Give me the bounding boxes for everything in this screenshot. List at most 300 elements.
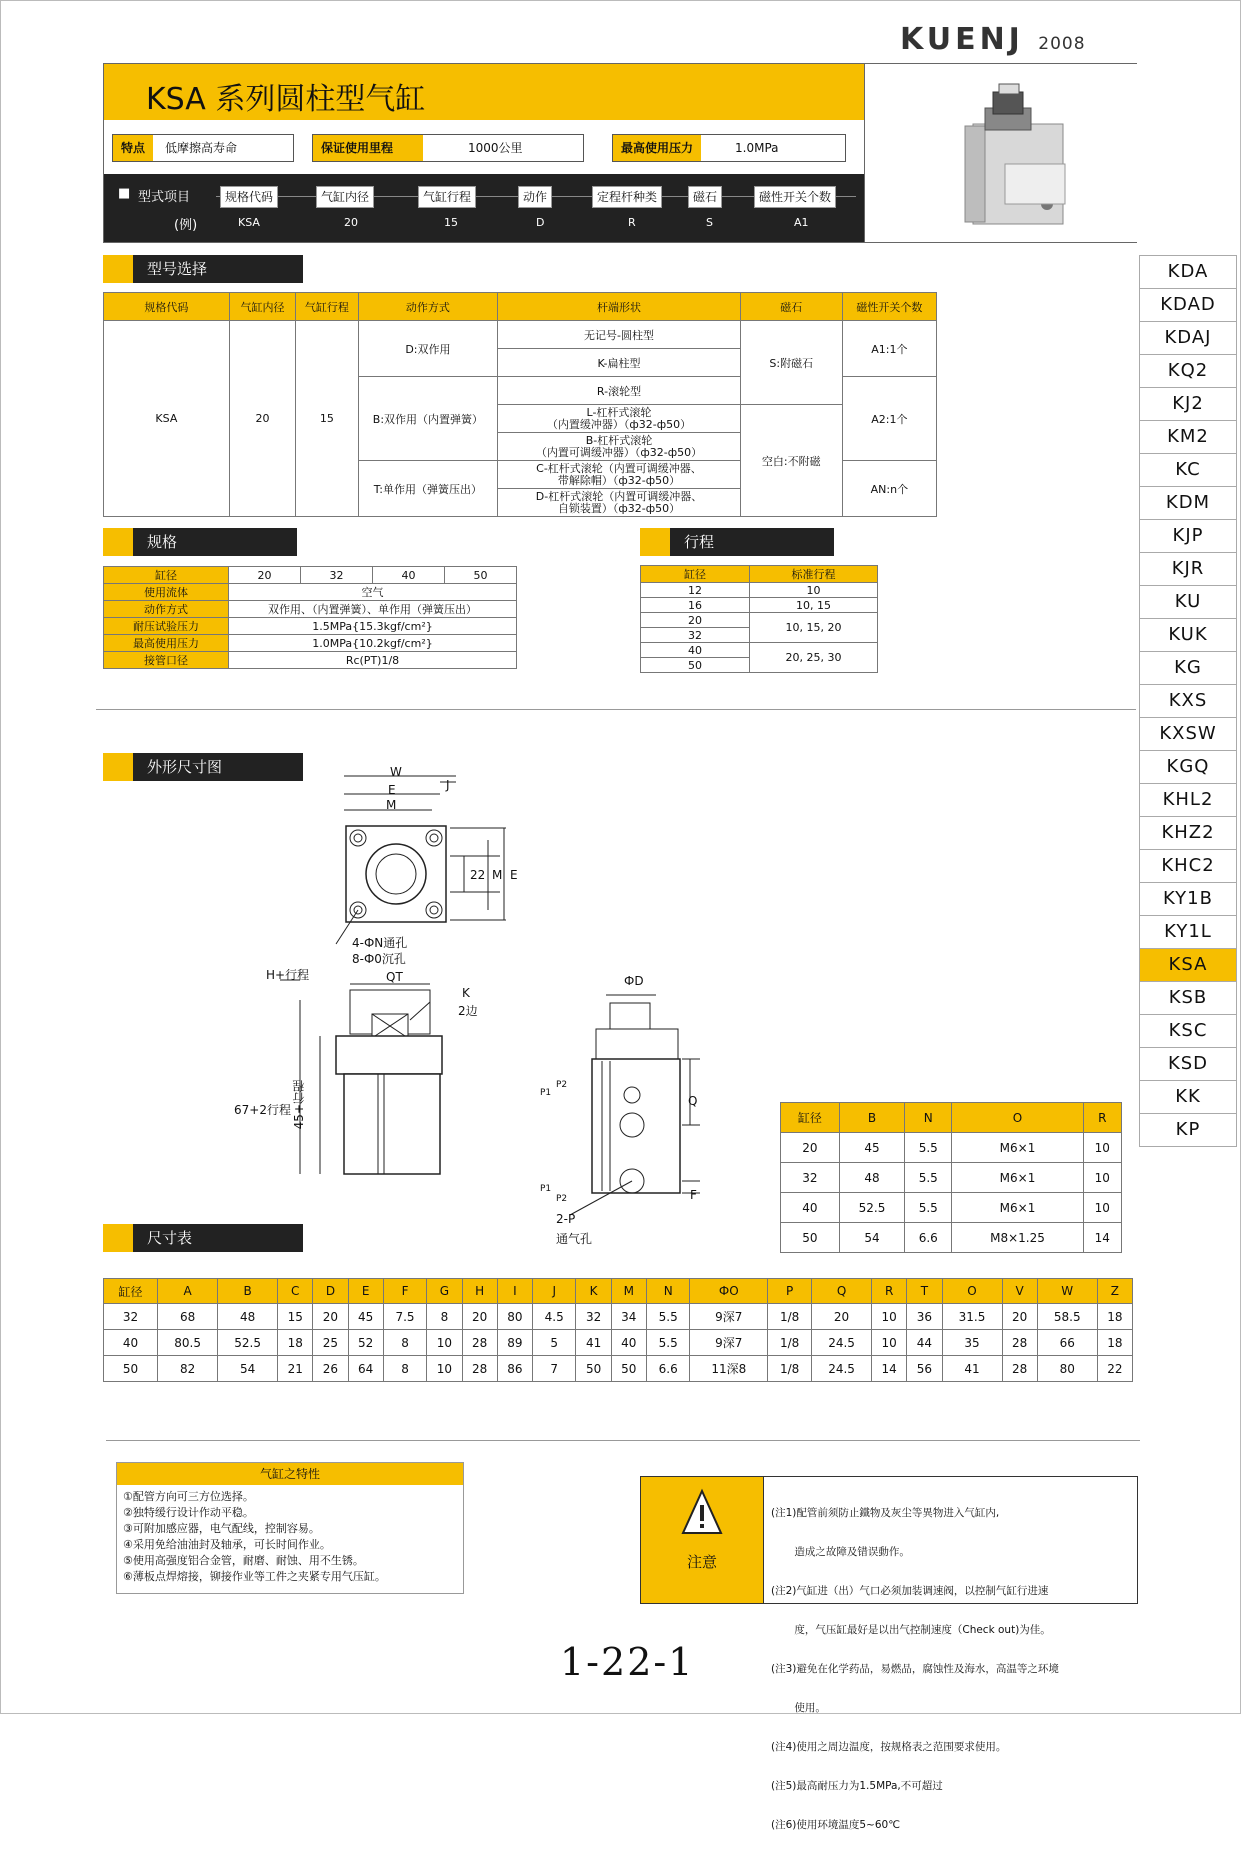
col-header: 动作方式 (358, 293, 498, 321)
col-header: T (907, 1279, 942, 1304)
side-nav-item[interactable]: KJR (1139, 553, 1237, 586)
dim-e-side: E (510, 868, 518, 882)
dim-h: H+行程 (266, 968, 310, 982)
cell: 32 (104, 1304, 158, 1330)
cell: 24.5 (812, 1330, 872, 1356)
cell-rod-shape (498, 489, 741, 517)
features-box (116, 1462, 464, 1594)
divider (106, 1440, 1140, 1441)
cell: 5.5 (646, 1304, 689, 1330)
section-title: 外形尺寸图 (147, 758, 223, 776)
cell: 10 (872, 1304, 907, 1330)
cell: 15 (278, 1304, 313, 1330)
cell: 10 (1083, 1193, 1121, 1223)
cell: 10 (1083, 1163, 1121, 1193)
cell: 9深7 (690, 1304, 768, 1330)
bore-cell: 12 (641, 583, 750, 598)
side-nav-item[interactable]: KY1L (1139, 916, 1237, 949)
cell: 8 (383, 1356, 426, 1382)
caution-note: 度，气压缸最好是以出气控制速度（Check out)为佳。 (771, 1624, 1051, 1636)
cell: 14 (1083, 1223, 1121, 1253)
vent-label-2: 通气孔 (556, 1232, 593, 1246)
side-nav-item[interactable]: KJ2 (1139, 388, 1237, 421)
cell-action: B:双作用（内置弹簧） (358, 377, 498, 461)
cell: 5.5 (905, 1193, 952, 1223)
table-row (104, 1304, 1133, 1330)
spec-value: 空气 (229, 584, 517, 601)
cell: 25 (313, 1330, 348, 1356)
cell: M6×1 (952, 1193, 1083, 1223)
cell: 54 (218, 1356, 278, 1382)
col-header: 规格代码 (104, 293, 230, 321)
dim-qt: QT (386, 970, 403, 984)
cell: 1/8 (768, 1304, 812, 1330)
cell: 5.5 (646, 1330, 689, 1356)
model-item: 定程杆种类 (592, 186, 662, 208)
example-label: (例) (174, 218, 198, 233)
bore-cell: 32 (641, 628, 750, 643)
cell: 50 (104, 1356, 158, 1382)
rod-line: C-杠杆式滚轮（内置可调缓冲器、 (536, 461, 702, 475)
cell: 80.5 (158, 1330, 218, 1356)
col-header: A (158, 1279, 218, 1304)
feature-item: ①配管方向可三方位选择。 (123, 1490, 254, 1503)
side-nav-item[interactable]: KG (1139, 652, 1237, 685)
cell-stroke: 15 (296, 321, 358, 517)
caution-note: (注3)避免在化学药品，易燃品，腐蚀性及海水，高温等之环境 (771, 1663, 1059, 1675)
col-header: W (1037, 1279, 1097, 1304)
side-nav-item[interactable]: KK (1139, 1081, 1237, 1114)
cell: 9深7 (690, 1330, 768, 1356)
side-nav-item[interactable]: KXSW (1139, 718, 1237, 751)
feature-item: ②独特缓行设计作动平稳。 (123, 1506, 254, 1519)
cell: 80 (1037, 1356, 1097, 1382)
cell: 48 (839, 1163, 904, 1193)
cell: 28 (1002, 1356, 1037, 1382)
col-header: R (1083, 1103, 1121, 1133)
vent-label-1: 2-P (556, 1212, 576, 1226)
caution-notes (771, 1481, 1059, 1858)
feature-box-1 (112, 134, 294, 162)
col-header: ФO (690, 1279, 768, 1304)
table-row (104, 1330, 1133, 1356)
caution-note: (注6)使用环境温度5~60℃ (771, 1819, 901, 1831)
feature-value: 1000公里 (468, 141, 523, 155)
side-nav-item[interactable]: KSC (1139, 1015, 1237, 1048)
side-nav-item[interactable]: KXS (1139, 685, 1237, 718)
example-value: R (628, 216, 636, 229)
cell: 32 (576, 1304, 611, 1330)
side-view-drawing (280, 970, 460, 1210)
feature-value: 低摩擦高寿命 (165, 141, 238, 155)
cell: 22 (1097, 1356, 1132, 1382)
title-bar (104, 64, 864, 120)
cell-magnet: S:附磁石 (740, 321, 842, 405)
rod-line: D-杠杆式滚轮（内置可调缓冲器、 (535, 489, 703, 503)
dim-phid: ФD (624, 974, 644, 988)
cell-code: KSA (104, 321, 230, 517)
col-header: 磁性开关个数 (842, 293, 936, 321)
col-header: I (497, 1279, 532, 1304)
side-nav-item[interactable]: KHZ2 (1139, 817, 1237, 850)
spec-value: 32 (301, 567, 373, 584)
feature-item: ⑥薄板点焊熔接，铆接作业等工件之夹紧专用气压缸。 (123, 1570, 386, 1583)
section-stroke (640, 528, 834, 556)
feature-item: ④采用免给油油封及轴承，可长时间作业。 (123, 1538, 331, 1551)
feature-key: 特点 (113, 135, 153, 161)
cell: 18 (1097, 1330, 1132, 1356)
cell-switch: AN:n个 (842, 461, 936, 517)
col-header: O (942, 1279, 1002, 1304)
bore-cell: 40 (641, 643, 750, 658)
cell: 10 (427, 1330, 462, 1356)
section-title: 规格 (147, 533, 178, 551)
cell-action: T:单作用（弹簧压出） (358, 461, 498, 517)
side-nav-item[interactable]: KDAJ (1139, 322, 1237, 355)
side-nav-item[interactable]: KSD (1139, 1048, 1237, 1081)
section-spec (103, 528, 297, 556)
dim-45: 45+行程 (292, 1080, 306, 1130)
col-header: J (532, 1279, 575, 1304)
cell: M6×1 (952, 1133, 1083, 1163)
cell: 7 (532, 1356, 575, 1382)
example-value: S (706, 216, 713, 229)
model-select-table (103, 292, 937, 517)
side-nav-item[interactable]: KM2 (1139, 421, 1237, 454)
spec-label: 接管口径 (104, 652, 229, 669)
top-view-drawing (300, 760, 540, 965)
cell-rod-shape: R-滚轮型 (498, 377, 741, 405)
col-header: 标准行程 (750, 566, 878, 583)
cell: 20 (313, 1304, 348, 1330)
cell-rod-shape (498, 433, 741, 461)
side-nav-item[interactable]: KHC2 (1139, 850, 1237, 883)
caution-note: (注4)使用之周边温度，按规格表之范围要求使用。 (771, 1741, 1007, 1753)
cell: 10 (872, 1330, 907, 1356)
product-photo (864, 64, 1137, 242)
brand-logo (900, 22, 1086, 57)
cell: 20 (1002, 1304, 1037, 1330)
table-row (781, 1163, 1122, 1193)
stroke-cell: 10, 15 (750, 598, 878, 613)
caution-note: (注5)最高耐压力为1.5MPa,不可超过 (771, 1780, 943, 1792)
spec-value: 20 (229, 567, 301, 584)
model-item: 动作 (518, 186, 552, 208)
table-row (781, 1223, 1122, 1253)
side-nav-item[interactable]: KDA (1139, 255, 1237, 289)
side-nav-item[interactable]: KHL2 (1139, 784, 1237, 817)
section-outline (103, 753, 303, 781)
col-header: Z (1097, 1279, 1132, 1304)
col-header: D (313, 1279, 348, 1304)
section-dim-table (103, 1224, 303, 1252)
dim-p1: P1 (540, 1088, 552, 1098)
cell-rod-shape (498, 405, 741, 433)
table-row (781, 1193, 1122, 1223)
cell: 58.5 (1037, 1304, 1097, 1330)
example-value: KSA (238, 216, 260, 229)
page-number: 1-22-1 (560, 1640, 695, 1684)
col-header: B (218, 1279, 278, 1304)
caution-note: (注1)配管前须防止鐵物及灰尘等異物进入气缸内, (771, 1507, 1000, 1519)
cell: 6.6 (905, 1223, 952, 1253)
cell: 34 (611, 1304, 646, 1330)
cell: M6×1 (952, 1163, 1083, 1193)
side-nav-item[interactable]: KGQ (1139, 751, 1237, 784)
caution-note: 造成之故障及错误動作。 (771, 1546, 910, 1558)
model-item: 磁石 (688, 186, 722, 208)
cell: 45 (348, 1304, 383, 1330)
col-header: K (576, 1279, 611, 1304)
spec-label: 动作方式 (104, 601, 229, 618)
rod-line: B-杠杆式滚轮 (585, 433, 653, 447)
cell: 82 (158, 1356, 218, 1382)
cell: 66 (1037, 1330, 1097, 1356)
side-nav-item[interactable]: KSB (1139, 982, 1237, 1015)
cell: 40 (104, 1330, 158, 1356)
cell: 20 (812, 1304, 872, 1330)
side-nav-item[interactable]: KQ2 (1139, 355, 1237, 388)
col-header: F (383, 1279, 426, 1304)
model-code-bar (104, 174, 864, 242)
bnor-table (780, 1102, 1122, 1253)
dim-m: M (386, 798, 397, 812)
cell: 89 (497, 1330, 532, 1356)
hole-label-1: 4-ФN通孔 (352, 936, 408, 950)
cell: 7.5 (383, 1304, 426, 1330)
table-row (781, 1133, 1122, 1163)
cell: 10 (1083, 1133, 1121, 1163)
example-value: A1 (794, 216, 809, 229)
cell-bore: 20 (229, 321, 295, 517)
dim-p2: P2 (556, 1080, 568, 1090)
cell: 41 (942, 1356, 1002, 1382)
col-header: C (278, 1279, 313, 1304)
dim-w: W (390, 765, 402, 779)
example-value: 20 (344, 216, 358, 229)
cell: 50 (576, 1356, 611, 1382)
cell: 18 (278, 1330, 313, 1356)
cell: 54 (839, 1223, 904, 1253)
col-header: 气缸行程 (296, 293, 358, 321)
col-header: Q (812, 1279, 872, 1304)
hole-label-2: 8-Ф0沉孔 (352, 952, 406, 966)
cell-switch: A2:1个 (842, 377, 936, 461)
cell: 26 (313, 1356, 348, 1382)
side-nav (1139, 255, 1237, 1147)
cell: 40 (611, 1330, 646, 1356)
table-row (104, 1356, 1133, 1382)
stroke-table (640, 565, 878, 673)
page-title: KSA 系列圆柱型气缸 (146, 82, 426, 117)
spec-value: 40 (373, 567, 445, 584)
bore-cell: 16 (641, 598, 750, 613)
col-header: 气缸内径 (229, 293, 295, 321)
spec-value: Rc(PT)1/8 (229, 652, 517, 669)
stroke-cell: 10, 15, 20 (750, 613, 878, 643)
cell: 8 (383, 1330, 426, 1356)
cell: 52 (348, 1330, 383, 1356)
cell: 68 (158, 1304, 218, 1330)
stroke-cell: 20, 25, 30 (750, 643, 878, 673)
cell: 52.5 (839, 1193, 904, 1223)
col-header: 缸径 (641, 566, 750, 583)
model-item: 气缸行程 (418, 186, 476, 208)
spec-table (103, 566, 517, 669)
col-header: E (348, 1279, 383, 1304)
cell: 4.5 (532, 1304, 575, 1330)
cell: 5 (532, 1330, 575, 1356)
col-header: P (768, 1279, 812, 1304)
cell-rod-shape: K-扁柱型 (498, 349, 741, 377)
section-title: 尺寸表 (147, 1229, 193, 1247)
feature-box-2 (312, 134, 584, 162)
spec-value: 1.5MPa{15.3kgf/cm²} (229, 618, 517, 635)
feature-item: ⑤使用高强度铝合金管，耐磨、耐蚀、用不生锈。 (123, 1554, 364, 1567)
side-nav-item[interactable]: KY1B (1139, 883, 1237, 916)
spec-value: 50 (445, 567, 517, 584)
dim-22: 22 (470, 868, 486, 882)
model-item: 气缸内径 (316, 186, 374, 208)
cell: 1/8 (768, 1330, 812, 1356)
cell-magnet: 空白:不附磁 (740, 405, 842, 517)
dimension-table (103, 1278, 1133, 1382)
cell: 86 (497, 1356, 532, 1382)
spec-value: 双作用、（内置弹簧）、单作用（弹簧压出） (229, 601, 517, 618)
cell: 64 (348, 1356, 383, 1382)
col-header: V (1002, 1279, 1037, 1304)
model-item: 磁性开关个数 (754, 186, 836, 208)
cell: 5.5 (905, 1133, 952, 1163)
dim-q: Q (688, 1094, 698, 1108)
warning-icon (641, 1477, 763, 1547)
dim-k: K (462, 986, 470, 1000)
dim-e: E (388, 783, 396, 797)
rod-line: （内置缓冲器）（ф32-ф50） (546, 417, 692, 431)
side-nav-item[interactable]: KUK (1139, 619, 1237, 652)
features-title: 气缸之特性 (117, 1463, 463, 1485)
cell: 6.6 (646, 1356, 689, 1382)
caution-panel (641, 1477, 764, 1603)
stroke-cell: 10 (750, 583, 878, 598)
bore-cell: 50 (641, 658, 750, 673)
side-nav-item[interactable]: KC (1139, 454, 1237, 487)
cell: 18 (1097, 1304, 1132, 1330)
dim-p2b: P2 (556, 1194, 568, 1204)
rod-line: L-杠杆式滚轮 (586, 405, 652, 419)
cell: 40 (781, 1193, 840, 1223)
cell: 52.5 (218, 1330, 278, 1356)
col-header: R (872, 1279, 907, 1304)
dim-p1b: P1 (540, 1184, 552, 1194)
cell: 28 (462, 1356, 497, 1382)
col-header: N (646, 1279, 689, 1304)
col-header: M (611, 1279, 646, 1304)
side-nav-item[interactable]: KU (1139, 586, 1237, 619)
brand-year: 2008 (1038, 34, 1086, 54)
side-nav-item[interactable]: KSA (1139, 949, 1237, 982)
cell: 5.5 (905, 1163, 952, 1193)
cell-switch: A1:1个 (842, 321, 936, 377)
cell: 14 (872, 1356, 907, 1382)
cell: 44 (907, 1330, 942, 1356)
cylinder-photo-icon (865, 64, 1137, 242)
col-header: 磁石 (740, 293, 842, 321)
spec-label: 最高使用压力 (104, 635, 229, 652)
cell: 28 (462, 1330, 497, 1356)
feature-box-3 (612, 134, 846, 162)
col-header: 缸径 (104, 1279, 158, 1304)
cell: 31.5 (942, 1304, 1002, 1330)
cell-rod-shape (498, 461, 741, 489)
cell: 8 (427, 1304, 462, 1330)
col-header: 杆端形状 (498, 293, 741, 321)
bore-cell: 20 (641, 613, 750, 628)
rod-line: （内置可调缓冲器）（ф32-ф50） (535, 445, 703, 459)
caution-note: (注2)气缸进（出）气口必须加装调速阀，以控制气缸行进速 (771, 1585, 1049, 1597)
model-item: 规格代码 (220, 186, 278, 208)
side-nav-item[interactable]: KJP (1139, 520, 1237, 553)
side-nav-item[interactable]: KDM (1139, 487, 1237, 520)
col-header: N (905, 1103, 952, 1133)
cell: 20 (462, 1304, 497, 1330)
rod-line: 自锁装置）（ф32-ф50） (557, 501, 681, 515)
feature-key: 保证使用里程 (313, 135, 423, 161)
feature-item: ③可附加感应器，电气配线，控制容易。 (123, 1522, 320, 1535)
spec-value: 1.0MPa{10.2kgf/cm²} (229, 635, 517, 652)
divider (96, 709, 1136, 710)
cell: 48 (218, 1304, 278, 1330)
dim-67: 67+2行程 (234, 1103, 291, 1117)
dim-j: J (446, 778, 450, 792)
dim-k-2: 2边 (458, 1004, 478, 1018)
feature-value: 1.0MPa (735, 141, 779, 155)
col-header: G (427, 1279, 462, 1304)
cell: 36 (907, 1304, 942, 1330)
cell: 56 (907, 1356, 942, 1382)
side-nav-item[interactable]: KP (1139, 1114, 1237, 1147)
cell: 80 (497, 1304, 532, 1330)
dim-m-side: M (492, 868, 503, 882)
cell: 1/8 (768, 1356, 812, 1382)
col-header: O (952, 1103, 1083, 1133)
section-model-select (103, 255, 303, 283)
brand-name: KUENJ (900, 22, 1024, 57)
checkbox-icon: ■ (118, 186, 131, 201)
cell: 45 (839, 1133, 904, 1163)
col-header: 缸径 (781, 1103, 840, 1133)
spec-label: 使用流体 (104, 584, 229, 601)
cell: 32 (781, 1163, 840, 1193)
model-label: 型式项目 (138, 190, 191, 205)
features-list (117, 1485, 463, 1589)
cell: M8×1.25 (952, 1223, 1083, 1253)
cell: 35 (942, 1330, 1002, 1356)
col-header: B (839, 1103, 904, 1133)
spec-label: 耐压试验压力 (104, 618, 229, 635)
rod-line: 带解除帽）（ф32-ф50） (557, 473, 681, 487)
cell-rod-shape: 无记号-圆柱型 (498, 321, 741, 349)
cell-action: D:双作用 (358, 321, 498, 377)
cell: 41 (576, 1330, 611, 1356)
section-title: 型号选择 (147, 260, 208, 278)
cell: 11深8 (690, 1356, 768, 1382)
side-nav-item[interactable]: KDAD (1139, 289, 1237, 322)
cell: 50 (781, 1223, 840, 1253)
product-header (103, 63, 1137, 243)
col-header: H (462, 1279, 497, 1304)
example-value: 15 (444, 216, 458, 229)
